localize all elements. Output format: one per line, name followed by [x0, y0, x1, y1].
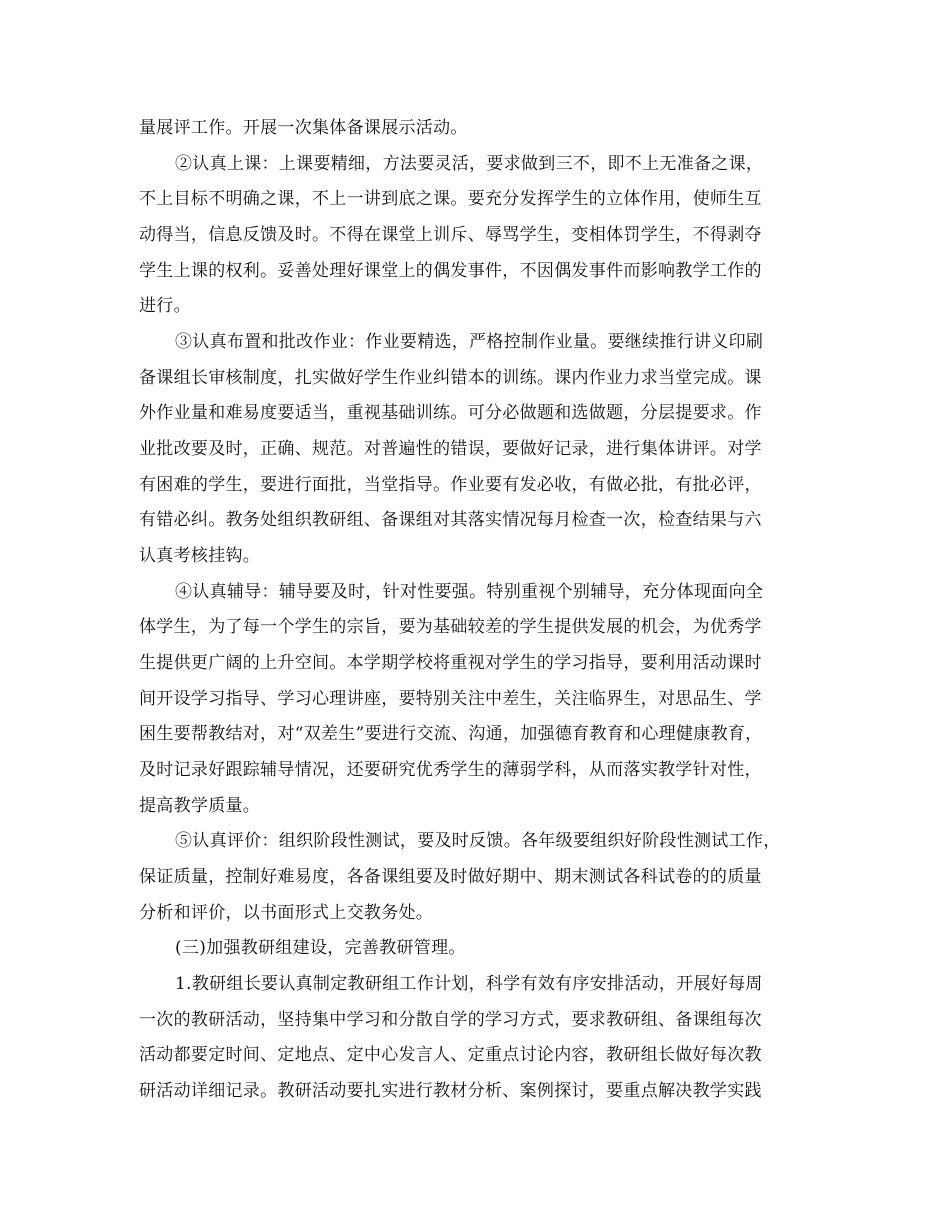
- text-line: 认真考核挂钩。: [139, 546, 261, 566]
- text-line: 不上目标不明确之课，不上一讲到底之课。要充分发挥学生的立体作用，使师生互: [139, 189, 762, 209]
- text-line: 提高教学质量。: [139, 796, 261, 816]
- text-line: 生提供更广阔的上升空间。本学期学校将重视对学生的学习指导，要利用活动课时: [139, 653, 762, 673]
- text-line: 量展评工作。开展一次集体备课展示活动。: [139, 118, 468, 138]
- text-line: 分析和评价，以书面形式上交教务处。: [139, 903, 434, 923]
- text-line: 有困难的学生，要进行面批，当堂指导。作业要有发必收，有做必批，有批必评，: [139, 475, 762, 495]
- paragraph-attend-class: ②认真上课：上课要精细，方法要灵活，要求做到三不，即不上无准备之课，: [175, 154, 764, 174]
- text-line: 困生要帮教结对，对“双差生”要进行交流、沟通，加强德育教育和心理健康教育，: [139, 724, 763, 744]
- text-line: 一次的教研活动，坚持集中学习和分散自学的学习方式，要求教研组、备课组每次: [139, 1010, 762, 1030]
- paragraph-research-group: 1.教研组长要认真制定教研组工作计划，科学有效有序安排活动，开展好每周: [175, 974, 763, 994]
- text-line: 动得当，信息反馈及时。不得在课堂上训斥、辱骂学生，变相体罚学生，不得剥夺: [139, 225, 762, 245]
- paragraph-evaluation: ⑤认真评价：组织阶段性测试，要及时反馈。各年级要组织好阶段性测试工作，: [175, 831, 781, 851]
- text-line: 间开设学习指导、学习心理讲座，要特别关注中差生，关注临界生，对思品生、学: [139, 689, 762, 709]
- text-line: 保证质量，控制好难易度，各备课组要及时做好期中、期末测试各科试卷的的质量: [139, 867, 762, 887]
- text-line: 外作业量和难易度要适当，重视基础训练。可分必做题和选做题，分层提要求。作: [139, 403, 762, 423]
- paragraph-tutoring: ④认真辅导：辅导要及时，针对性要强。特别重视个别辅导，充分体现面向全: [175, 582, 764, 602]
- text-line: 研活动详细记录。教研活动要扎实进行教材分析、案例探讨，要重点解决教学实践: [139, 1081, 762, 1101]
- paragraph-homework: ③认真布置和批改作业：作业要精选，严格控制作业量。要继续推行讲义印刷: [175, 332, 764, 352]
- text-line: 业批改要及时，正确、规范。对普遍性的错误，要做好记录，进行集体讲评。对学: [139, 439, 762, 459]
- text-line: 及时记录好跟踪辅导情况，还要研究优秀学生的薄弱学科，从而落实教学针对性，: [139, 760, 762, 780]
- text-line: 备课组长审核制度，扎实做好学生作业纠错本的训练。课内作业力求当堂完成。课: [139, 368, 762, 388]
- text-line: 学生上课的权利。妥善处理好课堂上的偶发事件，不因偶发事件而影响教学工作的: [139, 261, 762, 281]
- text-line: 体学生，为了每一个学生的宗旨，要为基础较差的学生提供发展的机会，为优秀学: [139, 617, 762, 637]
- text-line: 有错必纠。教务处组织教研组、备课组对其落实情况每月检查一次，检查结果与六: [139, 510, 762, 530]
- text-line: 进行。: [139, 296, 191, 316]
- text-line: 活动都要定时间、定地点、定中心发言人、定重点讨论内容，教研组长做好每次教: [139, 1045, 762, 1065]
- section-heading-teaching-research: (三)加强教研组建设，完善教研管理。: [175, 938, 466, 958]
